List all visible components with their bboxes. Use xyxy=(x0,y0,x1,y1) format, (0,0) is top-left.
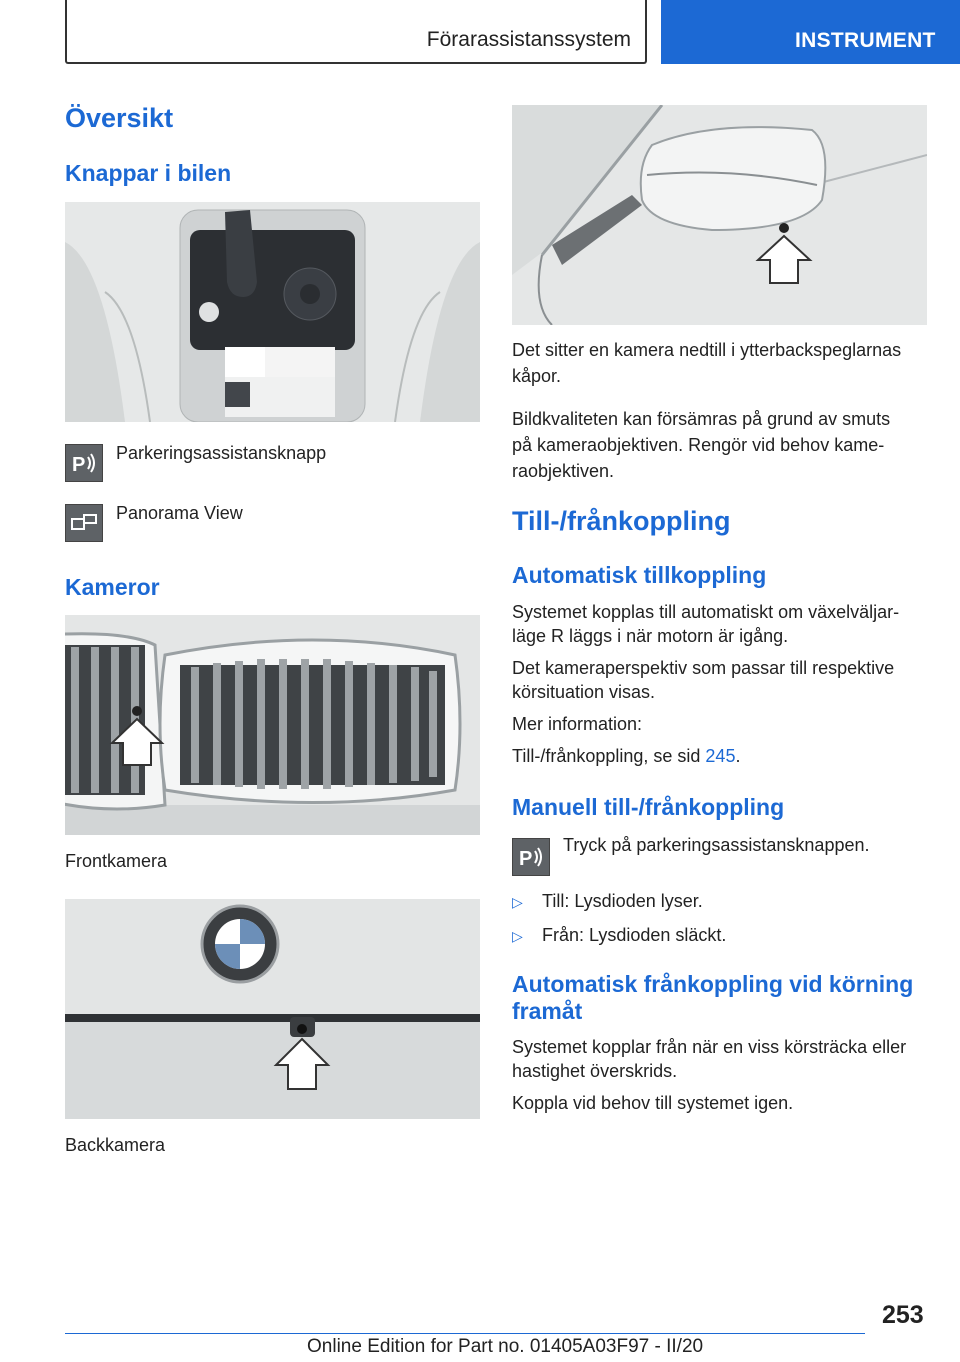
subtitle-cameras: Kameror xyxy=(65,574,160,600)
panorama-view-icon xyxy=(65,504,103,542)
bullet-item xyxy=(512,888,703,915)
auto-off-line2: hastighet överskrids. xyxy=(512,1061,678,1081)
footer-edition: Online Edition for Part no. 01405A03F97 - II/20 xyxy=(307,1336,704,1357)
manual-title: Manuell till-/frånkoppling xyxy=(512,794,785,820)
svg-text:P: P xyxy=(72,454,86,476)
footer-divider xyxy=(65,1333,865,1334)
page-number: 253 xyxy=(882,1301,924,1329)
console-buttons-image xyxy=(65,202,480,422)
auto-on-line1: Systemet kopplas till automatiskt om växelväljar- xyxy=(512,602,900,622)
rear-camera-caption: Backkamera xyxy=(65,1135,166,1155)
header-section-box xyxy=(65,0,647,64)
bullet-item xyxy=(512,922,727,949)
auto-off-title-line1: Automatisk frånkoppling vid körning xyxy=(512,971,914,997)
parking-assist-icon xyxy=(512,838,550,876)
section-title-onoff: Till-/frånkoppling xyxy=(512,506,731,536)
parking-assist-icon xyxy=(65,444,103,482)
header-chapter-tab xyxy=(661,0,960,64)
mirror-text-2-line3: raobjektiven. xyxy=(512,461,615,481)
page-reference-text: Till-/frånkoppling, se sid xyxy=(512,746,706,766)
page-reference-end: . xyxy=(735,746,741,766)
mirror-camera-image xyxy=(512,105,927,325)
parking-assist-label: Parkeringsassistansknapp xyxy=(116,443,327,463)
subtitle-buttons: Knappar i bilen xyxy=(65,160,232,186)
page-reference xyxy=(512,743,740,769)
bullet-triangle-icon: ▷ xyxy=(512,894,523,910)
header-section-title: Förarassistanssystem xyxy=(426,28,631,51)
header-chapter-title: INSTRUMENT xyxy=(795,29,936,52)
bullet-triangle-icon: ▷ xyxy=(512,928,523,944)
manual-text: Tryck på parkeringsassistansknappen. xyxy=(563,835,870,855)
perspective-line1: Det kameraperspektiv som passar till respektive xyxy=(512,658,895,678)
auto-off-line1: Systemet kopplar från när en viss körsträcka eller xyxy=(512,1037,907,1057)
svg-text:P: P xyxy=(519,848,533,870)
perspective-line2: körsituation visas. xyxy=(512,682,656,702)
auto-on-line2: läge R läggs i när motorn är igång. xyxy=(512,626,789,646)
front-camera-image xyxy=(65,615,480,835)
mirror-text-1: Det sitter en kamera nedtill i ytterbackspeglarnas kåpor. xyxy=(512,340,902,386)
page-reference-link[interactable]: 245 xyxy=(705,746,736,766)
panorama-view-label: Panorama View xyxy=(116,503,243,523)
mirror-text-2-line1: Bildkvaliteten kan försämras på grund av smuts xyxy=(512,409,891,429)
auto-on-title: Automatisk tillkoppling xyxy=(512,562,767,588)
auto-off-title-line2: framåt xyxy=(512,998,583,1024)
reconnect-text: Koppla vid behov till systemet igen. xyxy=(512,1093,794,1113)
rear-camera-image xyxy=(65,899,480,1119)
bullet-text: Till: Lysdioden lyser. xyxy=(542,891,703,911)
page-title: Översikt xyxy=(65,103,174,133)
more-info-label: Mer information: xyxy=(512,714,643,734)
bullet-text: Från: Lysdioden släckt. xyxy=(542,925,727,945)
mirror-text-2-line2: på kameraobjektiven. Rengör vid behov kame- xyxy=(512,435,885,455)
front-camera-caption: Frontkamera xyxy=(65,851,168,871)
